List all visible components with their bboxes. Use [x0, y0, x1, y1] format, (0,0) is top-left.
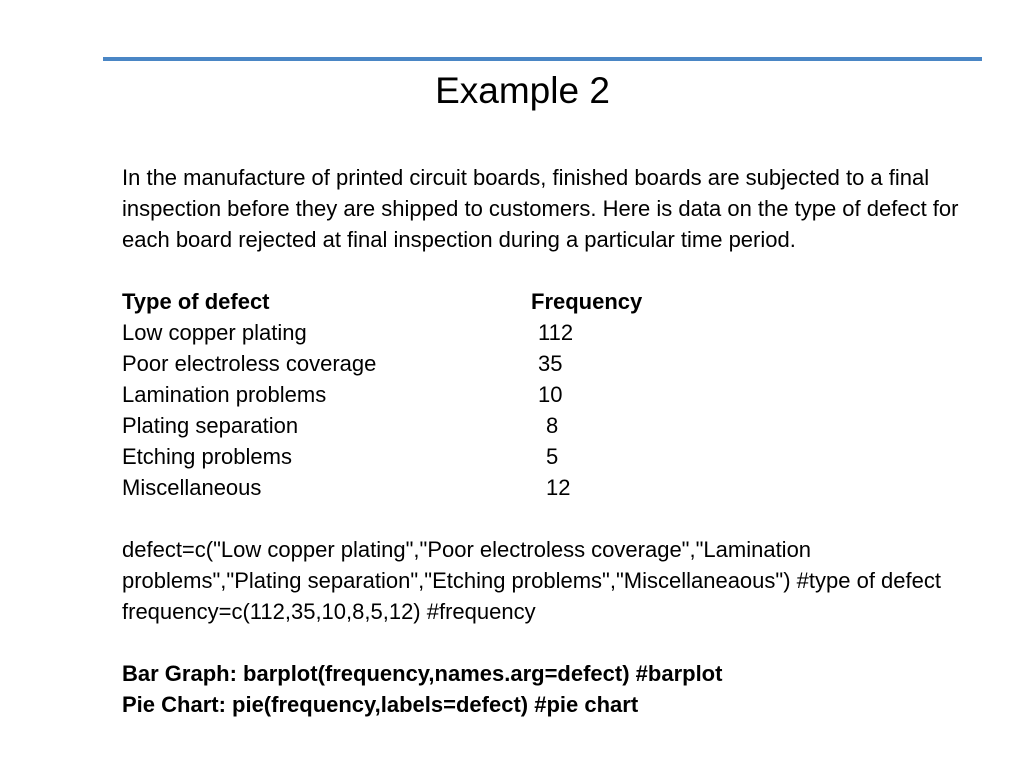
table-row	[122, 317, 982, 348]
slide-body	[122, 162, 982, 720]
defect-frequency: 35	[538, 351, 563, 376]
defect-type: Poor electroless coverage	[122, 351, 377, 376]
defect-type: Plating separation	[122, 413, 299, 438]
intro-paragraph: In the manufacture of printed circuit boards, finished boards are subjected to a final inspection before they are shipped to customers. Here is data on the type of defect for each board rejected at final inspection during a particular time period.	[122, 165, 959, 252]
header-type-of-defect: Type of defect	[122, 289, 270, 314]
code-frequency-vector: frequency=c(112,35,10,8,5,12) #frequency	[122, 599, 536, 624]
spacer	[122, 503, 982, 534]
defect-frequency: 10	[538, 382, 563, 407]
table-header	[122, 286, 982, 317]
code-bar-graph: Bar Graph: barplot(frequency,names.arg=defect) #barplot	[122, 661, 723, 686]
code-pie-chart: Pie Chart: pie(frequency,labels=defect) #pie chart	[122, 692, 639, 717]
defect-frequency: 112	[538, 320, 574, 345]
code-defect-vector: defect=c("Low copper plating","Poor electroless coverage","Lamination problems","Plating separation","Etching problems","Miscellaneaous") #type of defect	[122, 537, 941, 593]
defect-frequency: 5	[546, 444, 559, 469]
table-row	[122, 441, 982, 472]
table-row	[122, 410, 982, 441]
defect-type: Etching problems	[122, 444, 292, 469]
defect-type: Miscellaneous	[122, 475, 262, 500]
defect-frequency: 12	[546, 475, 571, 500]
spacer	[122, 627, 982, 658]
slide-title: Example 2	[435, 70, 610, 111]
title-divider	[103, 57, 982, 61]
table-row	[122, 379, 982, 410]
table-row	[122, 472, 982, 503]
defect-frequency: 8	[546, 413, 559, 438]
defect-type: Lamination problems	[122, 382, 327, 407]
header-frequency: Frequency	[531, 289, 643, 314]
defect-type: Low copper plating	[122, 320, 307, 345]
table-row	[122, 348, 982, 379]
spacer	[122, 255, 982, 286]
